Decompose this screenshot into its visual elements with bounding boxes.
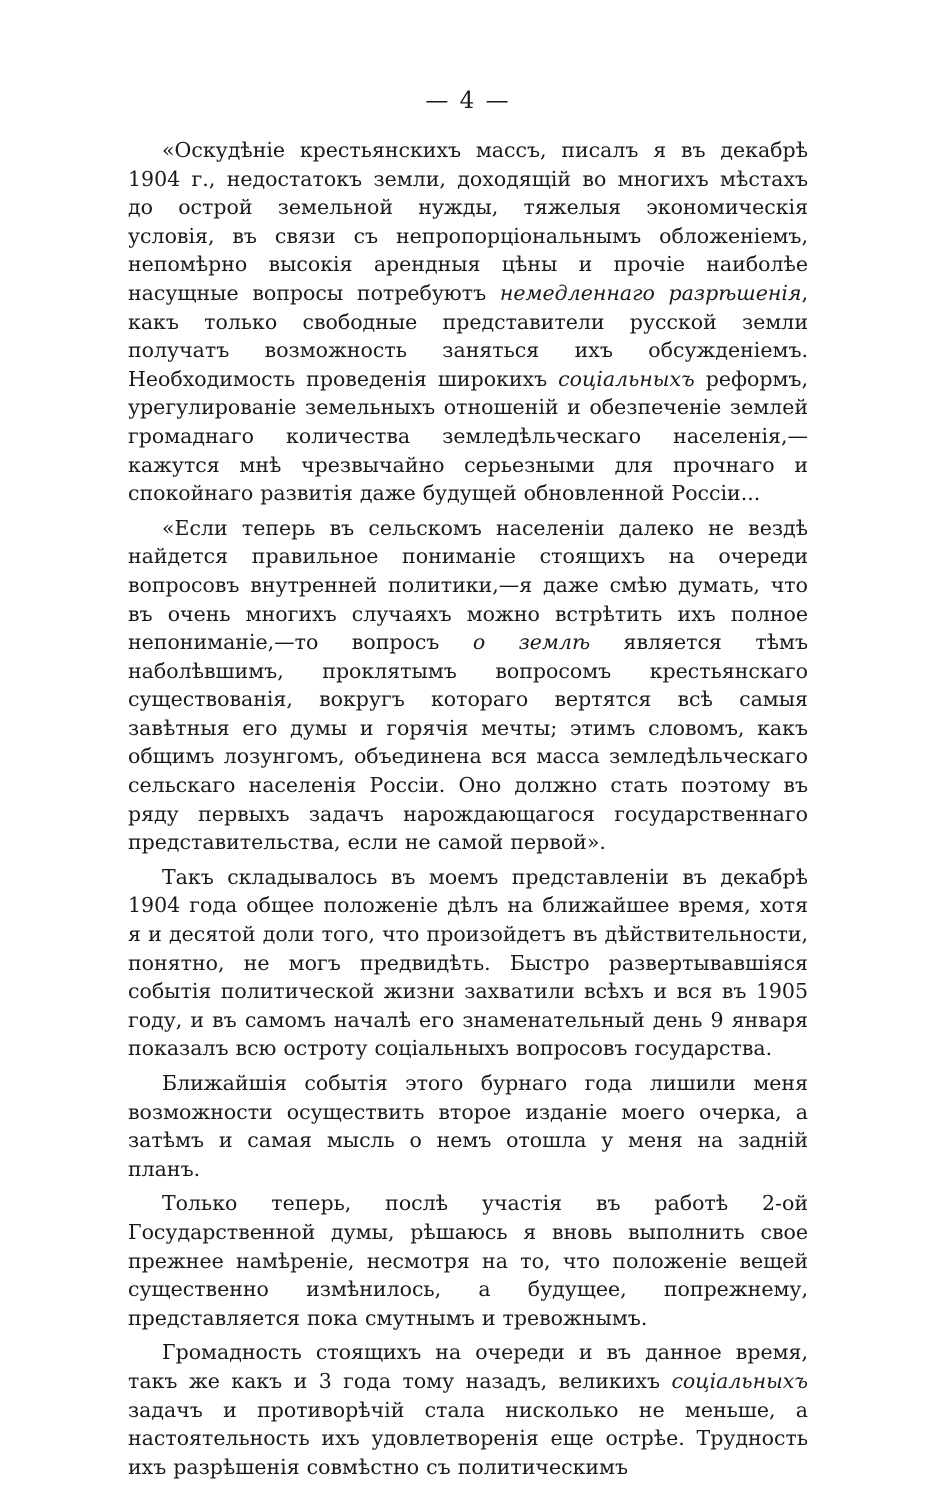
paragraph-text: , какъ только свободные представители русской земли получатъ возможность заняться ихъ обсужденіемъ. Необходимость проведенія широкихъ [128, 280, 808, 391]
paragraph-1 [128, 136, 808, 508]
paragraph-text: Громадность стоящихъ на очереди и въ данное время, такъ же какъ и 3 года тому назадъ, великихъ [128, 1340, 808, 1393]
paragraph-emphasis: о землѣ [472, 630, 591, 655]
paragraph-text: задачъ и противорѣчій стала нисколько не меньше, а настоятельность ихъ удовлетворенія еще острѣе. Трудность ихъ разрѣшенія совмѣстно съ политическимъ [128, 1397, 808, 1479]
paragraph-text: «Оскудѣніе крестьянскихъ массъ, писалъ я въ декабрѣ 1904 г., недостатокъ земли, доходящій во многихъ мѣстахъ до острой земельной нужды, тяжелыя экономическія условія, въ связи съ непропорціональнымъ обложеніемъ, непомѣрно высокія арендныя цѣны и прочіе наиболѣе насущные вопросы потребуютъ [128, 138, 808, 305]
paragraph-text: реформъ, урегулированіе земельныхъ отношеній и обезпеченіе землей громаднаго количества земледѣльческаго населенія,—кажутся мнѣ чрезвычайно серьезными для прочнаго и спокойнаго развитія даже будущей обновленной Россіи... [128, 366, 808, 506]
paragraph-emphasis: соціальныхъ [558, 366, 695, 391]
page-number: — 4 — [425, 88, 511, 114]
paragraph-emphasis: немедленнаго разрѣшенія [499, 280, 802, 305]
paragraph-3 [128, 863, 808, 1063]
paragraph-6 [128, 1338, 808, 1481]
page-body [128, 136, 808, 1487]
paragraph-text: Ближайшія событія этого бурнаго года лишили меня возможности осуществить второе изданіе моего очерка, а затѣмъ и самая мысль о немъ отошла у меня на задній планъ. [128, 1071, 808, 1181]
paragraph-text: Только теперь, послѣ участія въ работѣ 2-ой Государственной думы, рѣшаюсь я вновь выполнить свое прежнее намѣреніе, несмотря на то, что положеніе вещей существенно измѣнилось, а будущее, попрежнему, представляется пока смутнымъ и тревожнымъ. [128, 1191, 808, 1330]
paragraph-4 [128, 1069, 808, 1183]
paragraph-text: Такъ складывалось въ моемъ представленіи въ декабрѣ 1904 года общее положеніе дѣлъ на ближайшее время, хотя я и десятой доли того, что произойдетъ въ дѣйствительности, понятно, не могъ предвидѣть. Быстро развертывавшіяся событія политической жизни захватили всѣхъ и вся въ 1905 году, и въ самомъ началѣ его знаменательный день 9 января показалъ всю остроту соціальныхъ вопросовъ государства. [128, 864, 808, 1061]
paragraph-text: «Если теперь въ сельскомъ населеніи далеко не вездѣ найдется правильное пониманіе стоящихъ на очереди вопросовъ внутренней политики,—я даже смѣю думать, что въ очень многихъ случаяхъ можно встрѣтить ихъ полное непониманіе,—то вопросъ [128, 515, 808, 655]
paragraph-2 [128, 514, 808, 857]
paragraph-text: является тѣмъ наболѣвшимъ, проклятымъ вопросомъ крестьянскаго существованія, вокругъ котораго вертятся всѣ самыя завѣтныя его думы и горячія мечты; этимъ словомъ, какъ общимъ лозунгомъ, объединена вся масса земледѣльческаго сельскаго населенія Россіи. Оно должно стать поэтому въ ряду первыхъ задачъ нарождающагося государственнаго представительства, если не самой первой». [128, 630, 809, 855]
paragraph-5 [128, 1189, 808, 1332]
paragraph-emphasis: соціальныхъ [671, 1368, 808, 1393]
